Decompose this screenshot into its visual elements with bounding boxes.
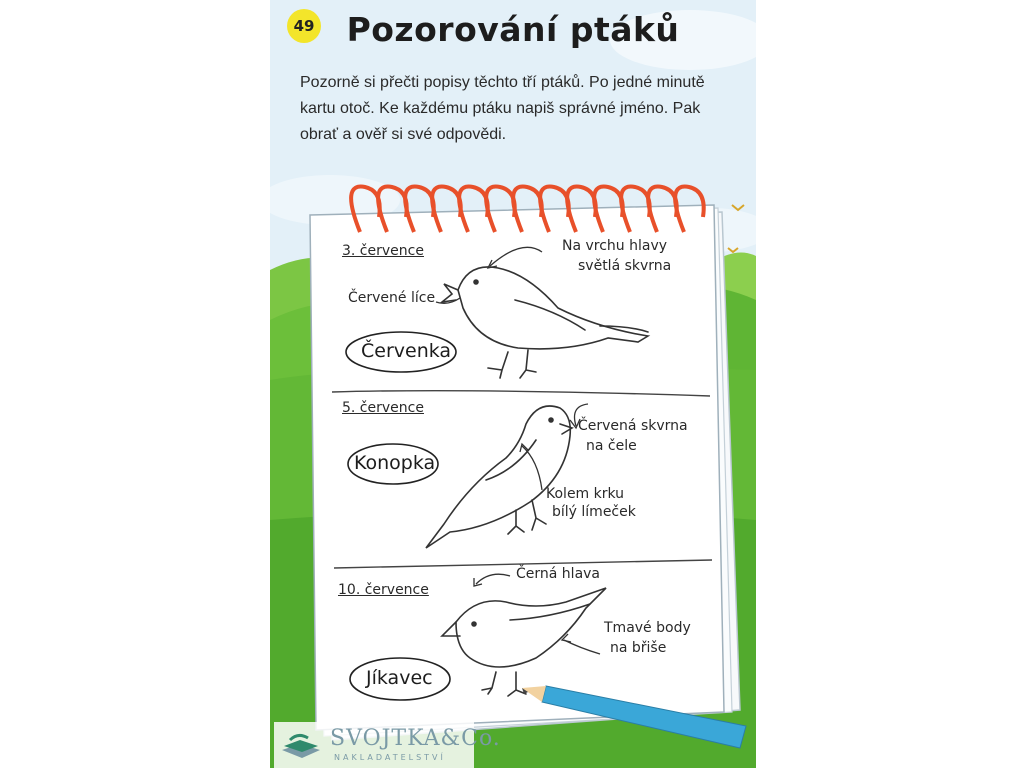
answer-label-3: Jíkavec [366, 667, 433, 689]
entry-note-1b: světlá skvrna [578, 258, 672, 274]
page-title: Pozorování ptáků [346, 10, 680, 49]
publisher-name: SVOJTKA&Co. [330, 726, 501, 751]
page-number-badge: 49 [287, 9, 321, 43]
entry-note-3c: na břiše [610, 640, 667, 656]
entry-note-2d: bílý límeček [552, 504, 636, 520]
answer-label-2: Konopka [354, 452, 436, 474]
book-logo-icon [280, 730, 322, 762]
entry-note-3b: Tmavé body [604, 620, 691, 636]
entry-note-1a: Na vrchu hlavy [562, 238, 668, 254]
answer-label-1: Červenka [361, 340, 452, 362]
entry-date-3: 10. července [338, 582, 429, 598]
entry-date-2: 5. července [342, 400, 424, 416]
intro-line: kartu otoč. Ke každému ptáku napiš správné jméno. Pak [300, 100, 701, 117]
entry-note-2b: na čele [586, 438, 637, 454]
entry-note-3a: Černá hlava [516, 566, 601, 582]
entry-note-2c: Kolem krku [546, 486, 625, 502]
notebook [270, 0, 756, 768]
entry-date-1: 3. července [342, 243, 424, 259]
entry-note-2a: Červená skvrna [578, 418, 688, 434]
publisher-logo [274, 722, 501, 768]
activity-card [270, 0, 756, 768]
publisher-sub: NAKLADATELSTVÍ [334, 753, 446, 762]
intro-line: obrať a ověř si své odpovědi. [300, 126, 507, 143]
entry-note-1c: Červené líce [348, 290, 436, 306]
intro-line: Pozorně si přečti popisy těchto tří ptáků. Po jedné minutě [300, 74, 705, 91]
